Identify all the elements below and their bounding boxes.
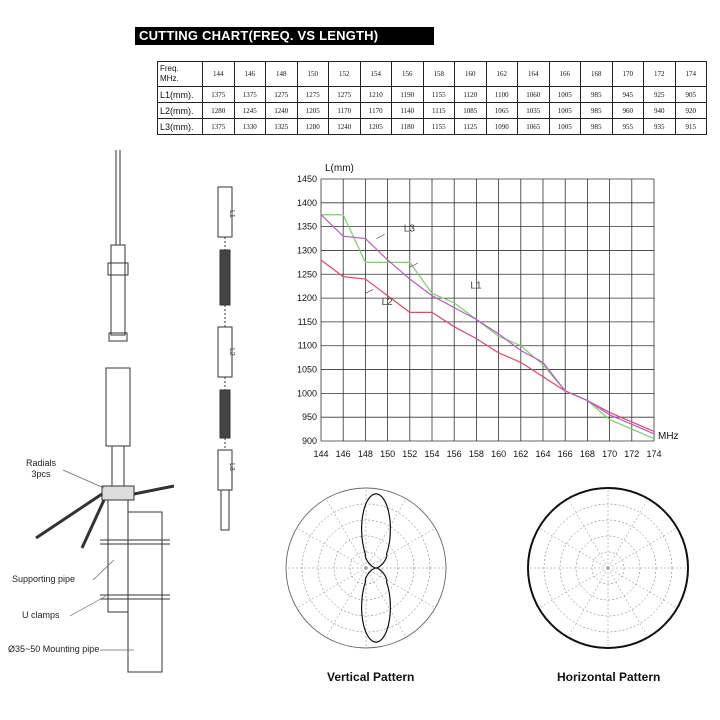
y-tick-label: 1350 xyxy=(296,221,317,232)
x-tick-label: 156 xyxy=(446,449,462,459)
supporting-pipe-label: Supporting pipe xyxy=(12,574,76,584)
freq-cell: 162 xyxy=(486,62,518,87)
radials-label-line1: Radials xyxy=(26,458,57,468)
length-cell: 905 xyxy=(675,87,707,103)
x-tick-label: 154 xyxy=(424,449,440,459)
polar-spoke xyxy=(608,528,677,568)
length-cell: 985 xyxy=(581,103,613,119)
y-tick-label: 1300 xyxy=(296,245,317,256)
length-cell: 1155 xyxy=(423,87,455,103)
freq-cell: 166 xyxy=(549,62,581,87)
length-cell: 1245 xyxy=(234,103,266,119)
polar-spoke xyxy=(608,499,648,568)
polar-spoke xyxy=(539,528,608,568)
length-cell: 1275 xyxy=(266,87,298,103)
length-cell: 1035 xyxy=(518,103,550,119)
freq-cell: 144 xyxy=(203,62,235,87)
polar-spoke xyxy=(568,499,608,568)
y-tick-label: 1100 xyxy=(297,340,317,351)
freq-cell: 152 xyxy=(329,62,361,87)
x-tick-label: 162 xyxy=(513,449,529,459)
y-tick-label: 1000 xyxy=(296,388,317,399)
vertical-pattern-caption: Vertical Pattern xyxy=(327,670,415,684)
length-cell: 1005 xyxy=(549,87,581,103)
series-label-l2: L2 xyxy=(381,297,393,309)
y-tick-label: 1250 xyxy=(296,269,317,280)
length-cell: 1375 xyxy=(234,87,266,103)
freq-header-cell: Freq. MHz. xyxy=(158,62,203,87)
length-cell: 1280 xyxy=(203,103,235,119)
u-clamps-label: U clamps xyxy=(22,610,60,620)
length-cell: 955 xyxy=(612,119,644,135)
section-l2-label: L2 xyxy=(228,348,235,356)
y-tick-label: 1200 xyxy=(296,293,317,304)
polar-spoke xyxy=(539,568,608,608)
x-axis-label: MHz xyxy=(658,431,679,442)
polar-spoke xyxy=(326,499,366,568)
section-l1-label: L1 xyxy=(228,210,235,218)
length-cell: 1275 xyxy=(329,87,361,103)
length-cell: 1240 xyxy=(266,103,298,119)
length-cell: 1280 xyxy=(297,119,329,135)
y-axis-label: L(mm) xyxy=(325,163,354,174)
length-cell: 1170 xyxy=(360,103,392,119)
length-cell: 1205 xyxy=(360,119,392,135)
polar-spoke xyxy=(608,568,648,637)
polar-spoke xyxy=(366,568,435,608)
x-tick-label: 170 xyxy=(602,449,618,459)
vertical-pattern-plot xyxy=(286,488,446,648)
length-cell: 940 xyxy=(644,103,676,119)
freq-cell: 154 xyxy=(360,62,392,87)
polar-spoke xyxy=(326,568,366,637)
length-cell: 1155 xyxy=(423,119,455,135)
x-tick-label: 158 xyxy=(468,449,484,459)
length-cell: 1085 xyxy=(455,103,487,119)
length-cell: 1090 xyxy=(486,119,518,135)
radials-label-line2: 3pcs xyxy=(31,469,51,479)
y-tick-label: 1400 xyxy=(296,197,317,208)
x-tick-label: 174 xyxy=(646,449,662,459)
length-cell: 1005 xyxy=(549,119,581,135)
length-cell: 920 xyxy=(675,103,707,119)
freq-cell: 156 xyxy=(392,62,424,87)
horizontal-pattern-caption: Horizontal Pattern xyxy=(557,670,661,684)
length-cell: 985 xyxy=(581,119,613,135)
mounting-pipe-label: Ø35~50 Mounting pipe xyxy=(8,644,100,654)
section-l3-label: L3 xyxy=(228,463,235,471)
row-label-cell: L3(mm). xyxy=(158,119,203,135)
length-cell: 1275 xyxy=(297,87,329,103)
x-tick-label: 148 xyxy=(357,449,373,459)
length-cell: 1330 xyxy=(234,119,266,135)
freq-cell: 146 xyxy=(234,62,266,87)
freq-cell: 148 xyxy=(266,62,298,87)
length-cell: 1005 xyxy=(549,103,581,119)
x-tick-label: 172 xyxy=(624,449,640,459)
freq-cell: 160 xyxy=(455,62,487,87)
length-cell: 1190 xyxy=(392,87,424,103)
polar-spoke xyxy=(297,568,366,608)
freq-cell: 164 xyxy=(518,62,550,87)
x-tick-label: 144 xyxy=(313,449,329,459)
row-label-cell: L2(mm). xyxy=(158,103,203,119)
y-tick-label: 1450 xyxy=(296,174,317,184)
length-cell: 1140 xyxy=(392,103,424,119)
x-tick-label: 146 xyxy=(335,449,351,459)
freq-cell: 170 xyxy=(612,62,644,87)
length-cell: 985 xyxy=(581,87,613,103)
polar-spoke xyxy=(568,568,608,637)
length-cell: 1210 xyxy=(360,87,392,103)
length-cell: 1170 xyxy=(329,103,361,119)
x-tick-label: 160 xyxy=(491,449,507,459)
polar-spoke xyxy=(608,568,677,608)
length-cell: 1205 xyxy=(297,103,329,119)
length-cell: 1115 xyxy=(423,103,455,119)
length-cell: 1120 xyxy=(455,87,487,103)
y-tick-label: 1050 xyxy=(296,364,317,375)
y-tick-label: 900 xyxy=(301,436,317,446)
series-label-l3: L3 xyxy=(403,223,415,235)
length-cell: 945 xyxy=(612,87,644,103)
y-tick-label: 1150 xyxy=(297,316,317,327)
x-tick-label: 164 xyxy=(535,449,551,459)
length-cell: 1375 xyxy=(203,119,235,135)
length-cell: 1065 xyxy=(518,119,550,135)
row-label-cell: L1(mm). xyxy=(158,87,203,103)
x-tick-label: 168 xyxy=(579,449,595,459)
freq-cell: 174 xyxy=(675,62,707,87)
length-cell: 1065 xyxy=(486,103,518,119)
length-cell: 1060 xyxy=(518,87,550,103)
freq-cell: 168 xyxy=(581,62,613,87)
x-tick-label: 166 xyxy=(557,449,573,459)
cutting-chart-title: CUTTING CHART(FREQ. VS LENGTH) xyxy=(135,27,434,45)
series-label-l1: L1 xyxy=(470,280,482,292)
x-tick-label: 152 xyxy=(402,449,418,459)
x-tick-label: 150 xyxy=(380,449,396,459)
length-cell: 960 xyxy=(612,103,644,119)
length-cell: 1100 xyxy=(486,87,518,103)
polar-spoke xyxy=(366,528,435,568)
y-tick-label: 950 xyxy=(301,412,317,423)
length-cell: 1375 xyxy=(203,87,235,103)
horizontal-pattern-plot xyxy=(528,488,688,648)
freq-cell: 158 xyxy=(423,62,455,87)
length-cell: 915 xyxy=(675,119,707,135)
length-cell: 1325 xyxy=(266,119,298,135)
freq-cell: 150 xyxy=(297,62,329,87)
length-cell: 935 xyxy=(644,119,676,135)
freq-cell: 172 xyxy=(644,62,676,87)
length-cell: 1240 xyxy=(329,119,361,135)
length-cell: 925 xyxy=(644,87,676,103)
length-cell: 1180 xyxy=(392,119,424,135)
polar-spoke xyxy=(297,528,366,568)
length-cell: 1125 xyxy=(455,119,487,135)
